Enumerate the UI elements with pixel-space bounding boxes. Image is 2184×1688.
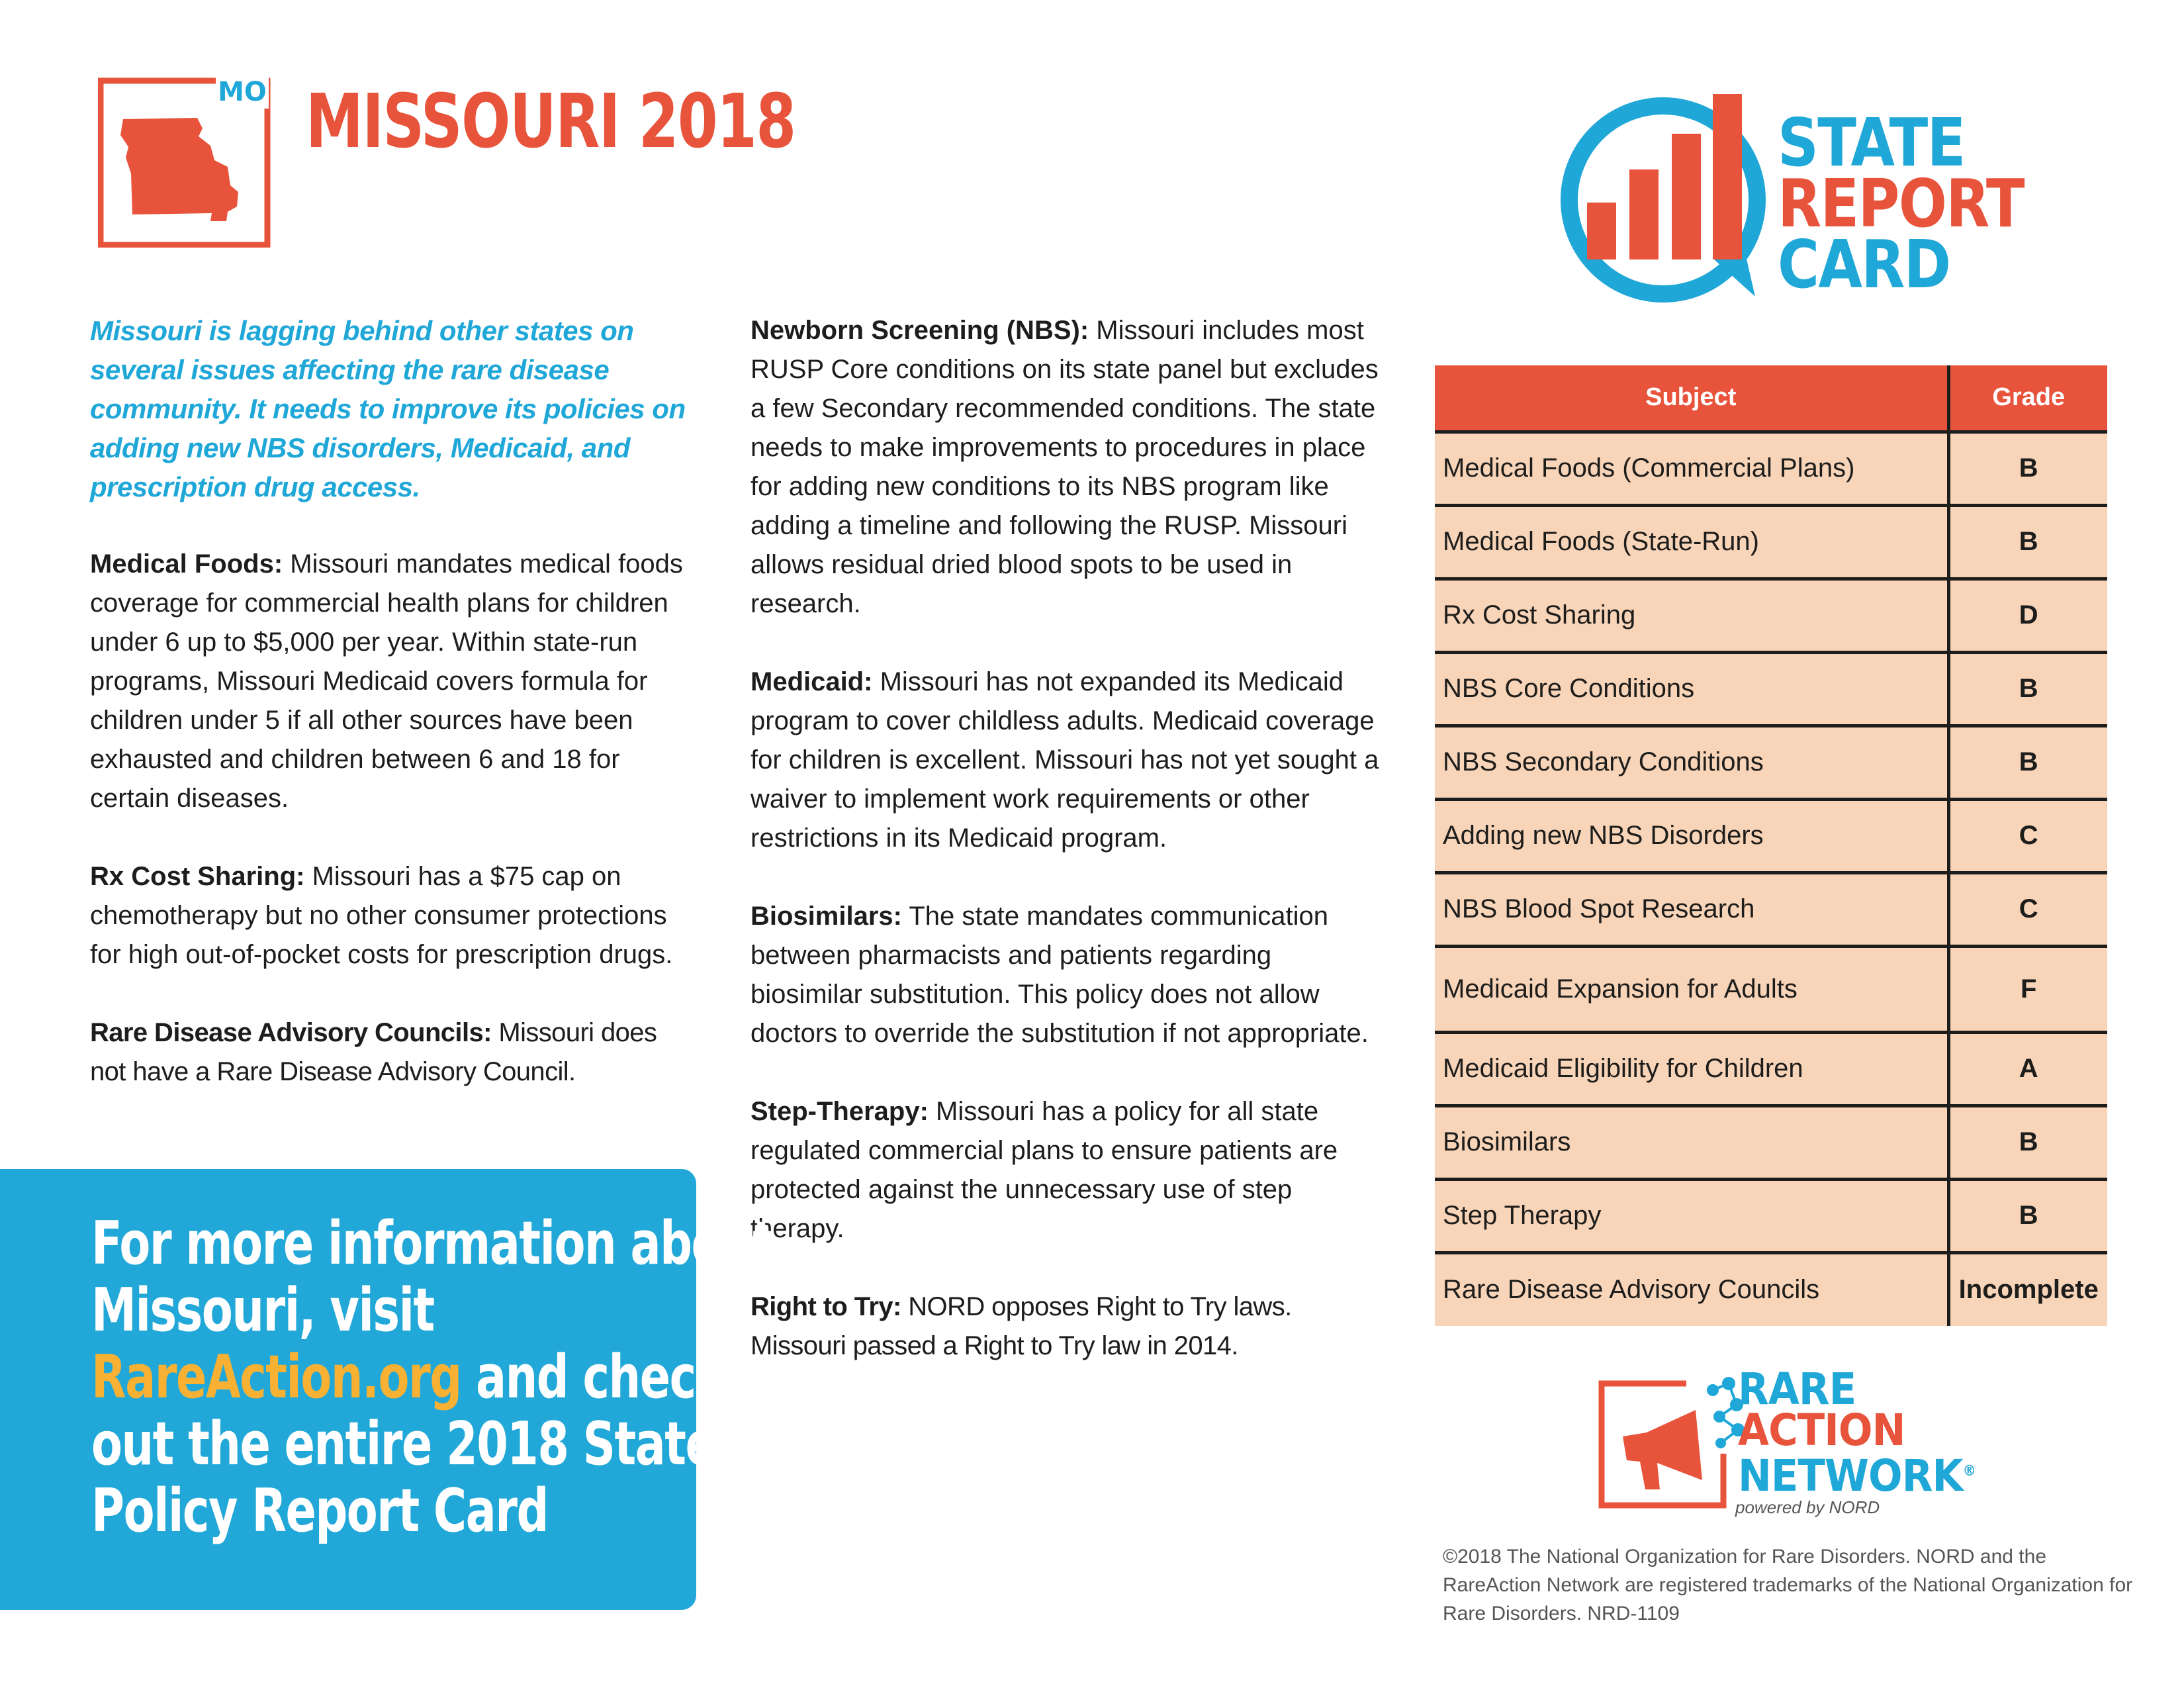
section-body: Missouri has a $75 cap on chemotherapy but no other consumer protections for high out-of-pocket costs for prescription drugs.	[90, 862, 673, 969]
info-line-3	[91, 1342, 725, 1412]
missouri-state-badge	[98, 74, 271, 248]
logo-word-state: STATE	[1778, 104, 1965, 181]
ran-word-action: ACTION	[1738, 1405, 1905, 1456]
middle-column	[751, 311, 1386, 1405]
section-heading: Right to Try:	[751, 1292, 901, 1321]
section-heading: Step-Therapy:	[751, 1097, 929, 1126]
info-line-5: Policy Report Card	[91, 1476, 548, 1546]
page-title: MISSOURI 2018	[306, 79, 796, 165]
row-subject: NBS Core Conditions	[1435, 652, 1948, 726]
table-row	[1435, 652, 2107, 726]
table-row	[1435, 432, 2107, 505]
table-row	[1435, 505, 2107, 579]
rare-action-network-wordmark	[1738, 1364, 1996, 1501]
table-row	[1435, 726, 2107, 799]
row-grade: C	[1948, 872, 2107, 946]
section-rare-disease-councils	[90, 1013, 686, 1092]
section-newborn-screening	[751, 311, 1386, 624]
row-subject: Adding new NBS Disorders	[1435, 799, 1948, 872]
section-right-to-try	[751, 1288, 1386, 1366]
row-subject: Rx Cost Sharing	[1435, 579, 1948, 652]
info-line-3-rest: and check	[461, 1342, 725, 1412]
row-grade: B	[1948, 505, 2107, 579]
logo-word-card: CARD	[1778, 226, 1950, 303]
table-row	[1435, 1105, 2107, 1179]
more-info-text	[91, 1209, 774, 1546]
table-row	[1435, 1179, 2107, 1252]
info-line-2: Missouri, visit	[91, 1276, 434, 1345]
row-subject: Rare Disease Advisory Councils	[1435, 1252, 1948, 1326]
row-grade: B	[1948, 1105, 2107, 1179]
row-grade: D	[1948, 579, 2107, 652]
section-body: Missouri has a policy for all state regulated commercial plans to ensure patients are protected against the unnecessary use of step therapy.	[751, 1097, 1338, 1243]
row-subject: Medical Foods (Commercial Plans)	[1435, 432, 1948, 505]
row-subject: NBS Secondary Conditions	[1435, 726, 1948, 799]
megaphone-icon	[1623, 1410, 1702, 1489]
row-subject: Biosimilars	[1435, 1105, 1948, 1179]
state-abbr-label: MO	[218, 77, 267, 107]
section-body: Missouri does not have a Rare Disease Advisory Council.	[90, 1018, 657, 1086]
section-step-therapy	[751, 1092, 1386, 1248]
logo-bar-3	[1672, 134, 1701, 259]
row-subject: Medical Foods (State-Run)	[1435, 505, 1948, 579]
table-row	[1435, 946, 2107, 1032]
section-rx-cost-sharing	[90, 857, 686, 974]
rareaction-link[interactable]: RareAction.org	[91, 1342, 461, 1412]
info-line-4: out the entire 2018 State	[91, 1409, 715, 1479]
row-grade: B	[1948, 652, 2107, 726]
section-body: The state mandates communication between pharmacists and patients regarding biosimilar substitution. This policy does not allow doctors to override the substitution if not appropriate.	[751, 902, 1369, 1048]
row-grade: B	[1948, 726, 2107, 799]
missouri-map-icon	[120, 118, 238, 221]
logo-bar-2	[1629, 169, 1659, 259]
logo-word-report: REPORT	[1778, 165, 2024, 242]
powered-by-nord: powered by NORD	[1735, 1497, 1880, 1517]
row-subject: Medicaid Expansion for Adults	[1435, 946, 1948, 1032]
table-row	[1435, 799, 2107, 872]
row-grade: A	[1948, 1032, 2107, 1105]
table-header-row	[1435, 365, 2107, 432]
table-row	[1435, 579, 2107, 652]
copyright-notice: ©2018 The National Organization for Rare Disorders. NORD and the RareAction Network are registered trademarks of the National Organization for Rare Disorders. NRD-1109	[1443, 1546, 2133, 1624]
section-body: Missouri mandates medical foods coverage for commercial health plans for children under 6 up to $5,000 per year. Within state-run programs, Missouri Medicaid covers formula for children under 5 if all other sources have been exhausted and children between 6 and 18 for certain diseases.	[90, 549, 683, 813]
grade-table	[1435, 365, 2107, 1326]
info-line-1: For more information about	[91, 1209, 774, 1278]
row-grade: B	[1948, 1179, 2107, 1252]
row-grade: B	[1948, 432, 2107, 505]
ran-word-network	[1738, 1450, 1976, 1501]
row-grade: F	[1948, 946, 2107, 1032]
row-grade: C	[1948, 799, 2107, 872]
section-medicaid	[751, 663, 1386, 858]
row-grade: Incomplete	[1948, 1252, 2107, 1326]
table-row	[1435, 1252, 2107, 1326]
column-header-grade: Grade	[1948, 365, 2107, 432]
section-heading: Rx Cost Sharing:	[90, 862, 305, 891]
logo-bar-4	[1713, 94, 1742, 259]
section-heading: Medicaid:	[751, 667, 873, 696]
section-body: Missouri has not expanded its Medicaid program to cover childless adults. Medicaid coverage for children is excellent. Missouri has not yet sought a waiver to implement work requirements or other restrictions in its Medicaid program.	[751, 667, 1379, 853]
section-heading: Rare Disease Advisory Councils:	[90, 1018, 492, 1047]
intro-summary: Missouri is lagging behind other states on several issues affecting the rare disease community. It needs to improve its policies on adding new NBS disorders, Medicaid, and prescription drug access.	[90, 315, 686, 502]
logo-bar-1	[1587, 203, 1616, 259]
row-subject: Step Therapy	[1435, 1179, 1948, 1252]
section-body: Missouri includes most RUSP Core conditions on its state panel but excludes a few Secondary recommended conditions. The state needs to make improvements to procedures in place for adding new conditions to its NBS program like adding a timeline and following the RUSP. Missouri allows residual dried blood spots to be used in research.	[751, 316, 1379, 618]
section-heading: Newborn Screening (NBS):	[751, 316, 1089, 345]
column-header-subject: Subject	[1435, 365, 1948, 432]
section-heading: Medical Foods:	[90, 549, 283, 579]
left-column	[90, 311, 686, 1131]
section-biosimilars	[751, 897, 1386, 1053]
table-row	[1435, 872, 2107, 946]
section-heading: Biosimilars:	[751, 902, 902, 931]
ran-word-rare: RARE	[1738, 1364, 1856, 1415]
table-row	[1435, 1032, 2107, 1105]
ran-network-label: NETWORK	[1738, 1450, 1963, 1501]
row-subject: Medicaid Eligibility for Children	[1435, 1032, 1948, 1105]
registered-mark: ®	[1962, 1463, 1976, 1479]
section-medical-foods	[90, 545, 686, 818]
row-subject: NBS Blood Spot Research	[1435, 872, 1948, 946]
section-body: NORD opposes Right to Try laws. Missouri passed a Right to Try law in 2014.	[751, 1292, 1292, 1360]
state-report-card-wordmark	[1778, 104, 2064, 303]
